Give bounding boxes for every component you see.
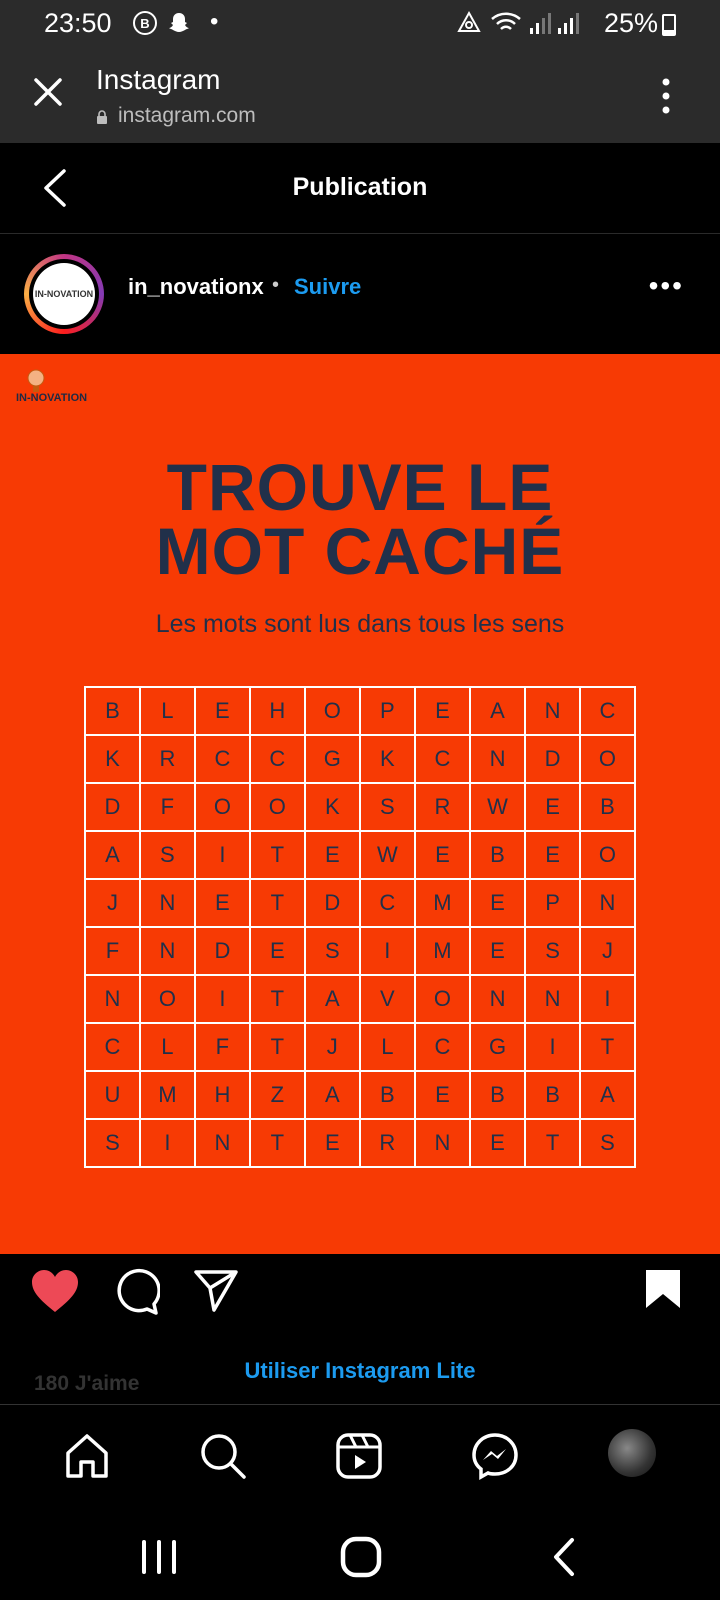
grid-cell: T — [250, 831, 305, 879]
logo-text: IN-NOVATION — [16, 392, 88, 404]
close-icon[interactable] — [30, 74, 66, 110]
grid-cell: M — [415, 927, 470, 975]
grid-cell: W — [360, 831, 415, 879]
grid-cell: D — [85, 783, 140, 831]
grid-cell: U — [85, 1071, 140, 1119]
grid-cell: T — [250, 975, 305, 1023]
grid-cell: F — [195, 1023, 250, 1071]
signal-icon-2 — [556, 10, 580, 43]
grid-cell: E — [195, 687, 250, 735]
grid-cell: O — [250, 783, 305, 831]
grid-row — [85, 1071, 635, 1119]
post-author-row — [0, 234, 720, 354]
battery-text: 25% — [603, 8, 658, 38]
back-button-icon[interactable] — [540, 1532, 590, 1582]
grid-row — [85, 927, 635, 975]
grid-cell: E — [525, 831, 580, 879]
username[interactable]: in_novationx — [128, 274, 264, 299]
more-options-icon[interactable] — [662, 78, 670, 114]
svg-text:B: B — [140, 16, 150, 31]
grid-cell: M — [140, 1071, 195, 1119]
grid-cell: I — [140, 1119, 195, 1167]
like-heart-icon[interactable] — [30, 1268, 80, 1319]
grid-cell: V — [360, 975, 415, 1023]
grid-cell: N — [580, 879, 635, 927]
grid-cell: P — [360, 687, 415, 735]
grid-cell: D — [305, 879, 360, 927]
signal-icon-1 — [528, 10, 552, 43]
grid-cell: S — [360, 783, 415, 831]
page-title: Publication — [292, 173, 428, 201]
grid-row — [85, 687, 635, 735]
grid-cell: T — [250, 1023, 305, 1071]
grid-cell: I — [360, 927, 415, 975]
grid-cell: A — [470, 687, 525, 735]
grid-cell: L — [140, 687, 195, 735]
grid-cell: T — [250, 879, 305, 927]
grid-cell: K — [360, 735, 415, 783]
grid-cell: A — [305, 1071, 360, 1119]
follow-button[interactable]: Suivre — [294, 274, 362, 299]
grid-cell: I — [580, 975, 635, 1023]
grid-cell: S — [525, 927, 580, 975]
grid-cell: I — [195, 831, 250, 879]
grid-cell: O — [580, 735, 635, 783]
grid-cell: C — [580, 687, 635, 735]
wifi-icon — [490, 10, 522, 43]
grid-row — [85, 831, 635, 879]
grid-cell: C — [360, 879, 415, 927]
search-icon[interactable] — [198, 1431, 248, 1481]
grid-cell: B — [85, 687, 140, 735]
grid-cell: I — [525, 1023, 580, 1071]
story-ring[interactable] — [24, 254, 104, 334]
grid-cell: B — [470, 831, 525, 879]
avatar-text: IN-NOVATION — [34, 289, 94, 299]
grid-cell: E — [250, 927, 305, 975]
grid-cell: E — [525, 783, 580, 831]
grid-cell: E — [305, 831, 360, 879]
snapchat-icon — [166, 10, 192, 43]
reels-icon[interactable] — [334, 1431, 384, 1481]
grid-row — [85, 975, 635, 1023]
b-notification-icon — [132, 10, 158, 43]
grid-cell: A — [580, 1071, 635, 1119]
grid-row — [85, 735, 635, 783]
post-image[interactable] — [0, 354, 720, 1254]
grid-cell: A — [85, 831, 140, 879]
grid-cell: N — [85, 975, 140, 1023]
puzzle-title-line2: MOT CACHÉ — [155, 514, 565, 588]
separator-dot: • — [272, 274, 280, 296]
grid-cell: E — [415, 831, 470, 879]
comment-icon[interactable] — [112, 1268, 160, 1321]
status-bar — [0, 0, 720, 50]
use-instagram-lite-link[interactable]: Utiliser Instagram Lite — [244, 1358, 476, 1383]
grid-cell: E — [305, 1119, 360, 1167]
grid-row — [85, 879, 635, 927]
post-options-icon[interactable]: ••• — [648, 270, 684, 301]
grid-cell: S — [580, 1119, 635, 1167]
grid-cell: C — [250, 735, 305, 783]
grid-cell: C — [195, 735, 250, 783]
grid-cell: R — [360, 1119, 415, 1167]
grid-row — [85, 1023, 635, 1071]
custom-tab-bar — [0, 50, 720, 144]
tab-title: Instagram — [96, 64, 221, 95]
grid-cell: W — [470, 783, 525, 831]
grid-cell: N — [415, 1119, 470, 1167]
grid-cell: B — [580, 783, 635, 831]
grid-cell: K — [85, 735, 140, 783]
grid-cell: M — [415, 879, 470, 927]
grid-cell: C — [415, 735, 470, 783]
home-button-icon[interactable] — [336, 1532, 386, 1582]
page-header — [0, 143, 720, 234]
bookmark-icon[interactable] — [644, 1268, 682, 1315]
grid-cell: F — [140, 783, 195, 831]
grid-cell: N — [525, 687, 580, 735]
grid-cell: Z — [250, 1071, 305, 1119]
grid-cell: R — [140, 735, 195, 783]
avatar[interactable] — [33, 263, 95, 325]
puzzle-subtitle: Les mots sont lus dans tous les sens — [155, 610, 565, 638]
grid-cell: O — [140, 975, 195, 1023]
grid-cell: E — [470, 927, 525, 975]
status-time: 23:50 — [44, 8, 112, 38]
likes-count[interactable]: 180 J'aime — [34, 1372, 140, 1395]
grid-cell: O — [195, 783, 250, 831]
grid-cell: L — [140, 1023, 195, 1071]
grid-cell: C — [85, 1023, 140, 1071]
grid-cell: D — [195, 927, 250, 975]
grid-cell: B — [470, 1071, 525, 1119]
grid-cell: J — [305, 1023, 360, 1071]
post-actions — [0, 1254, 720, 1404]
grid-cell: F — [85, 927, 140, 975]
lightbulb-logo-icon — [16, 366, 116, 412]
grid-cell: E — [415, 687, 470, 735]
grid-cell: B — [360, 1071, 415, 1119]
messenger-icon[interactable] — [470, 1431, 520, 1481]
grid-cell: S — [85, 1119, 140, 1167]
grid-cell: E — [415, 1071, 470, 1119]
grid-row — [85, 1119, 635, 1167]
grid-cell: E — [195, 879, 250, 927]
grid-cell: N — [195, 1119, 250, 1167]
grid-cell: T — [580, 1023, 635, 1071]
url-text[interactable]: instagram.com — [118, 104, 256, 127]
grid-cell: T — [250, 1119, 305, 1167]
dot-icon: • — [210, 8, 219, 35]
grid-cell: H — [195, 1071, 250, 1119]
grid-cell: N — [140, 927, 195, 975]
grid-cell: O — [415, 975, 470, 1023]
grid-cell: G — [470, 1023, 525, 1071]
grid-row — [85, 783, 635, 831]
grid-cell: S — [140, 831, 195, 879]
grid-cell: A — [305, 975, 360, 1023]
grid-cell: J — [580, 927, 635, 975]
grid-cell: O — [305, 687, 360, 735]
grid-cell: N — [470, 735, 525, 783]
grid-cell: P — [525, 879, 580, 927]
grid-cell: N — [525, 975, 580, 1023]
grid-cell: N — [140, 879, 195, 927]
grid-cell: K — [305, 783, 360, 831]
profile-avatar[interactable] — [608, 1429, 656, 1477]
grid-cell: N — [470, 975, 525, 1023]
grid-cell: O — [580, 831, 635, 879]
grid-cell: D — [525, 735, 580, 783]
bottom-navigation — [0, 1404, 720, 1515]
grid-cell: B — [525, 1071, 580, 1119]
grid-cell: E — [470, 879, 525, 927]
grid-cell: T — [525, 1119, 580, 1167]
lock-icon — [96, 110, 108, 124]
recent-apps-icon[interactable] — [134, 1532, 184, 1582]
puzzle-title-line1: TROUVE LE — [166, 450, 554, 524]
word-search-grid — [84, 686, 636, 1168]
share-send-icon[interactable] — [192, 1268, 240, 1319]
home-icon[interactable] — [62, 1431, 112, 1481]
grid-cell: R — [415, 783, 470, 831]
grid-cell: J — [85, 879, 140, 927]
data-saver-icon — [456, 10, 482, 43]
grid-cell: E — [470, 1119, 525, 1167]
system-navigation-bar — [0, 1514, 720, 1600]
grid-cell: L — [360, 1023, 415, 1071]
battery-icon — [662, 14, 676, 36]
grid-cell: H — [250, 687, 305, 735]
grid-cell: G — [305, 735, 360, 783]
grid-cell: I — [195, 975, 250, 1023]
grid-cell: S — [305, 927, 360, 975]
grid-cell: C — [415, 1023, 470, 1071]
